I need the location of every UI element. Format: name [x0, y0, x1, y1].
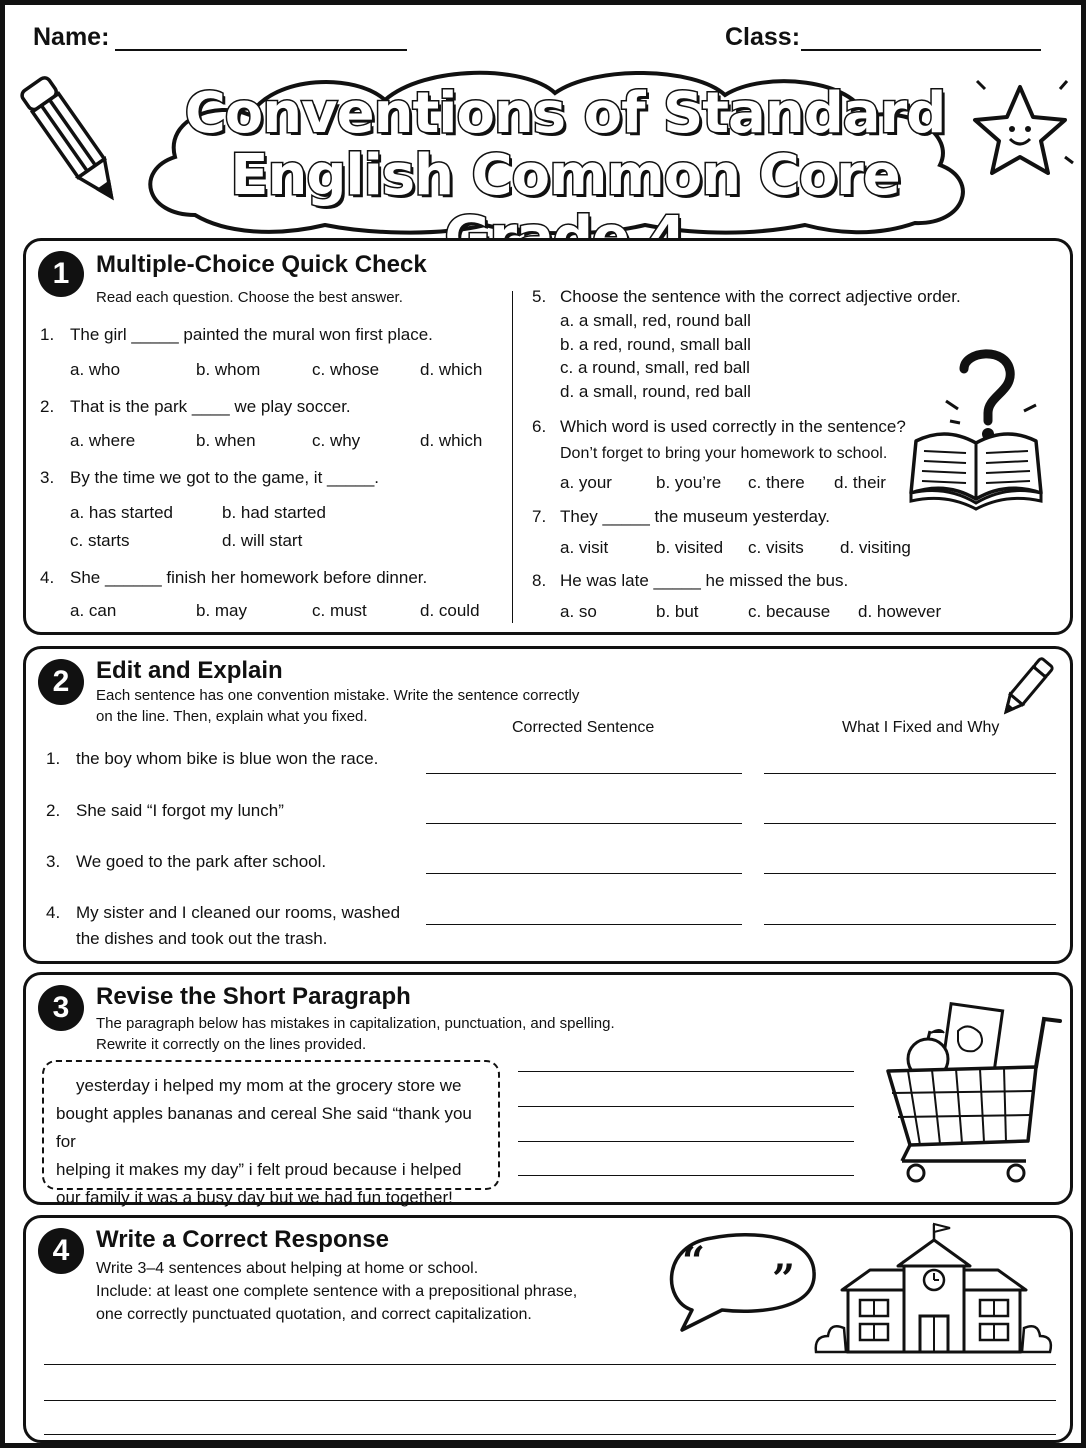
q1-option-a[interactable]: a. who — [70, 360, 121, 379]
q8-option-a[interactable]: a. so — [560, 602, 597, 621]
close-quote-mark: ” — [772, 1256, 796, 1303]
q3-option-d[interactable]: d. will start — [222, 531, 303, 550]
fixed-line-1[interactable] — [764, 773, 1056, 774]
q4-option-d[interactable]: d. could — [420, 601, 480, 620]
paragraph-line-1: yesterday i helped my mom at the grocery store we — [76, 1076, 462, 1095]
q8-option-b[interactable]: b. but — [656, 602, 699, 621]
section-number: 4 — [38, 1228, 84, 1274]
q7-option-a[interactable]: a. visit — [560, 538, 609, 557]
q2-option-a[interactable]: a. where — [70, 431, 136, 450]
open-quote-mark: “ — [682, 1238, 706, 1285]
q8-option-d[interactable]: d. however — [858, 602, 942, 621]
section-instruction-line-2: Include: at least one complete sentence with a prepositional phrase, — [96, 1283, 578, 1300]
q8-option-c[interactable]: c. because — [748, 602, 831, 621]
section-write-response — [23, 1215, 1073, 1443]
class-label: Class: — [725, 23, 801, 51]
q4-option-a[interactable]: a. can — [70, 601, 117, 620]
q1-option-d[interactable]: d. which — [420, 360, 483, 379]
class-field[interactable] — [801, 49, 1041, 51]
question-1: 1. The girl _____ painted the mural won first place. — [40, 325, 433, 344]
edit-item-4-continued: the dishes and took out the trash. — [76, 929, 328, 948]
q3-option-c[interactable]: c. starts — [70, 531, 130, 550]
response-line-3[interactable] — [44, 1434, 1056, 1435]
pencil-icon — [23, 67, 123, 217]
rewrite-line-3[interactable] — [518, 1141, 854, 1142]
response-line-1[interactable] — [44, 1364, 1056, 1365]
column-divider — [512, 291, 513, 623]
book-icon — [906, 421, 1046, 511]
title-line-2: English Common Core — [230, 143, 900, 208]
small-pencil-icon — [996, 653, 1056, 723]
section-instruction: Read each question. Choose the best answer. — [96, 289, 403, 306]
section-revise-paragraph — [23, 972, 1073, 1205]
section-number: 3 — [38, 985, 84, 1031]
corrected-line-4[interactable] — [426, 924, 742, 925]
q5-option-c[interactable]: c. a round, small, red ball — [560, 358, 750, 377]
q7-option-b[interactable]: b. visited — [656, 538, 724, 557]
q3-option-b[interactable]: b. had started — [222, 503, 326, 522]
shopping-cart-icon — [868, 1001, 1068, 1191]
column-header-fixed: What I Fixed and Why — [842, 719, 1000, 736]
section-instruction-line-1: The paragraph below has mistakes in capitalization, punctuation, and spelling. — [96, 1015, 615, 1032]
q4-option-b[interactable]: b. may — [196, 601, 248, 620]
q6-option-b[interactable]: b. you’re — [656, 473, 722, 492]
q6-option-c[interactable]: c. there — [748, 473, 805, 492]
fixed-line-2[interactable] — [764, 823, 1056, 824]
q3-option-a[interactable]: a. has started — [70, 503, 174, 522]
paragraph-line-3: helping it makes my day” i felt proud because i helped — [56, 1160, 462, 1179]
rewrite-line-1[interactable] — [518, 1071, 854, 1072]
rewrite-line-4[interactable] — [518, 1175, 854, 1176]
section-instruction-line-3: one correctly punctuated quotation, and correct capitalization. — [96, 1306, 532, 1323]
question-7: 7. They _____ the museum yesterday. — [532, 507, 830, 526]
q6-option-d[interactable]: d. their — [834, 473, 886, 492]
fixed-line-4[interactable] — [764, 924, 1056, 925]
section-instruction-line-1: Write 3–4 sentences about helping at home or school. — [96, 1260, 479, 1277]
q4-option-c[interactable]: c. must — [312, 601, 367, 620]
q5-option-b[interactable]: b. a red, round, small ball — [560, 335, 751, 354]
q1-option-c[interactable]: c. whose — [312, 360, 380, 379]
question-5: 5. Choose the sentence with the correct adjective order. — [532, 287, 961, 306]
q2-option-c[interactable]: c. why — [312, 431, 361, 450]
q5-option-d[interactable]: d. a small, round, red ball — [560, 382, 751, 401]
q2-option-b[interactable]: b. when — [196, 431, 256, 450]
edit-item-4: 4. My sister and I cleaned our rooms, washed — [46, 903, 401, 922]
q7-option-d[interactable]: d. visiting — [840, 538, 911, 557]
section-instruction-line-1: Each sentence has one convention mistake. Write the sentence correctly — [96, 687, 580, 704]
section-title: Multiple-Choice Quick Check — [96, 251, 427, 278]
paragraph-line-4: our family it was a busy day but we had fun together! — [56, 1188, 453, 1207]
section-title: Revise the Short Paragraph — [96, 983, 411, 1010]
title-line-1: Conventions of Standard — [184, 81, 946, 146]
section-title: Edit and Explain — [96, 657, 283, 684]
corrected-line-3[interactable] — [426, 873, 742, 874]
section-edit-explain — [23, 646, 1073, 964]
section-instruction-line-2: on the line. Then, explain what you fixed. — [96, 708, 368, 725]
speech-bubble-icon — [662, 1230, 822, 1330]
question-8: 8. He was late _____ he missed the bus. — [532, 571, 849, 590]
edit-item-3: 3. We goed to the park after school. — [46, 852, 327, 871]
fixed-line-3[interactable] — [764, 873, 1056, 874]
school-icon — [810, 1226, 1056, 1356]
edit-item-2: 2. She said “I forgot my lunch” — [46, 801, 284, 820]
question-2: 2. That is the park ____ we play soccer. — [40, 397, 351, 416]
name-field[interactable] — [115, 49, 407, 51]
edit-item-1: 1. the boy whom bike is blue won the race. — [46, 749, 379, 768]
title-banner — [5, 65, 1086, 235]
question-4: 4. She ______ finish her homework before dinner. — [40, 568, 428, 587]
section-number: 1 — [38, 251, 84, 297]
section-multiple-choice — [23, 238, 1073, 635]
section-number: 2 — [38, 659, 84, 705]
q2-option-d[interactable]: d. which — [420, 431, 483, 450]
error-paragraph-box — [42, 1060, 500, 1207]
column-header-corrected: Corrected Sentence — [512, 719, 655, 736]
corrected-line-1[interactable] — [426, 773, 742, 774]
star-icon — [965, 77, 1075, 187]
q7-option-c[interactable]: c. visits — [748, 538, 804, 557]
q6-option-a[interactable]: a. your — [560, 473, 612, 492]
q1-option-b[interactable]: b. whom — [196, 360, 261, 379]
rewrite-line-2[interactable] — [518, 1106, 854, 1107]
section-instruction-line-2: Rewrite it correctly on the lines provided. — [96, 1036, 367, 1053]
name-label: Name: — [33, 23, 110, 51]
section-title: Write a Correct Response — [96, 1226, 389, 1253]
question-6-sentence: Don’t forget to bring your homework to school. — [560, 445, 888, 462]
question-3: 3. By the time we got to the game, it _____. — [40, 468, 380, 487]
corrected-line-2[interactable] — [426, 823, 742, 824]
response-line-2[interactable] — [44, 1400, 1056, 1401]
question-6: 6. Which word is used correctly in the sentence? — [532, 417, 906, 436]
paragraph-line-2: bought apples bananas and cereal She said “thank you for — [56, 1104, 472, 1151]
q5-option-a[interactable]: a. a small, red, round ball — [560, 311, 751, 330]
